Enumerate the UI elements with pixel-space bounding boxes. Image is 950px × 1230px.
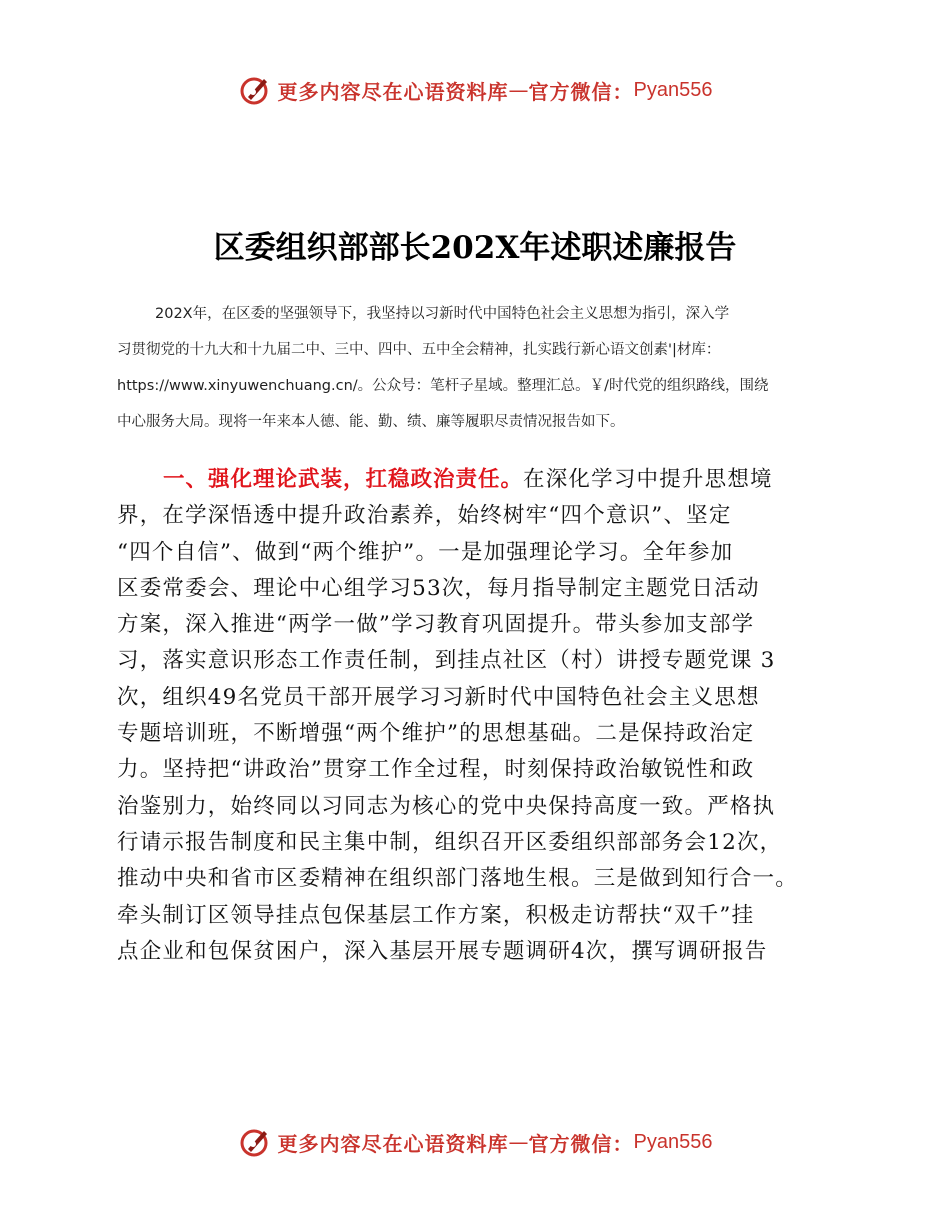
body-line: 区委常委会、理论中心组学习53次，每月指导制定主题党日活动 [117, 575, 760, 601]
body-line: 界，在学深悟透中提升政治素养，始终树牢“四个意识”、坚定 [117, 503, 732, 529]
body-line: 力。坚持把“讲政治”贯穿工作全过程，时刻保持政治敏锐性和政 [117, 757, 755, 783]
banner-text: 更多内容尽在心语资料库 [277, 79, 509, 104]
intro-line: 中心服务大局。现将一年来本人德、能、勤、绩、廉等履职尽责情况报告如下。 [117, 414, 625, 430]
section-1-heading: 一、强化理论武装，扛稳政治责任。 [163, 467, 524, 492]
intro-line: https://www.xinyuwenchuang.cn/。公众号：笔杆子星域。整理汇总。￥/时代党的组织路线，围绕 [117, 378, 769, 394]
intro-line: 202X年，在区委的坚强领导下，我坚持以习新时代中国特色社会主义思想为指引，深入学 [155, 306, 730, 322]
section-1-first-line-text: 在深化学习中提升思想境 [523, 467, 773, 492]
body-line: 方案，深入推进“两学一做”学习教育巩固提升。带头参加支部学 [117, 612, 755, 638]
banner-wechat-id: Pyan556 [633, 78, 713, 101]
body-line: 习，落实意识形态工作责任制，到挂点社区（村）讲授专题党课 3 [117, 648, 776, 674]
pen-logo-icon [238, 1125, 272, 1159]
body-line: 专题培训班，不断增强“两个维护”的思想基础。二是保持政治定 [117, 721, 755, 747]
intro-paragraph [117, 296, 837, 440]
section-1-first-line [117, 462, 839, 498]
body-line: “四个自信”、做到“两个维护”。一是加强理论学习。全年参加 [117, 539, 734, 565]
body-line: 牵头制订区领导挂点包保基层工作方案，积极走访帮扶“双千”挂 [117, 902, 755, 928]
body-line: 行请示报告制度和民主集中制，组织召开区委组织部部务会12次， [117, 829, 783, 855]
intro-line: 习贯彻党的十九大和十九届二中、三中、四中、五中全会精神，扎实践行新心语文创素'|材库： [117, 342, 721, 358]
footer-banner [0, 1122, 950, 1162]
banner-separator: — [508, 1130, 529, 1154]
body-line: 点企业和包保贫困户，深入基层开展专题调研4次，撰写调研报告 [117, 938, 768, 964]
banner-separator: — [508, 78, 529, 102]
banner-text: 更多内容尽在心语资料库 [277, 1131, 509, 1156]
body-line: 次，组织49名党员干部开展学习习新时代中国特色社会主义思想 [117, 684, 760, 710]
banner-wechat-label: 官方微信： [528, 1131, 634, 1156]
header-banner [0, 70, 950, 110]
document-title: 区委组织部部长202X年述职述廉报告 [213, 230, 737, 266]
body-line: 推动中央和省市区委精神在组织部门落地生根。三是做到知行合一。 [117, 866, 799, 892]
body-line: 治鉴别力，始终同以习同志为核心的党中央保持高度一致。严格执 [117, 793, 776, 819]
banner-wechat-label: 官方微信： [528, 79, 634, 104]
pen-logo-icon [238, 73, 272, 107]
section-1-paragraph [117, 462, 839, 970]
banner-wechat-id: Pyan556 [633, 1130, 713, 1153]
